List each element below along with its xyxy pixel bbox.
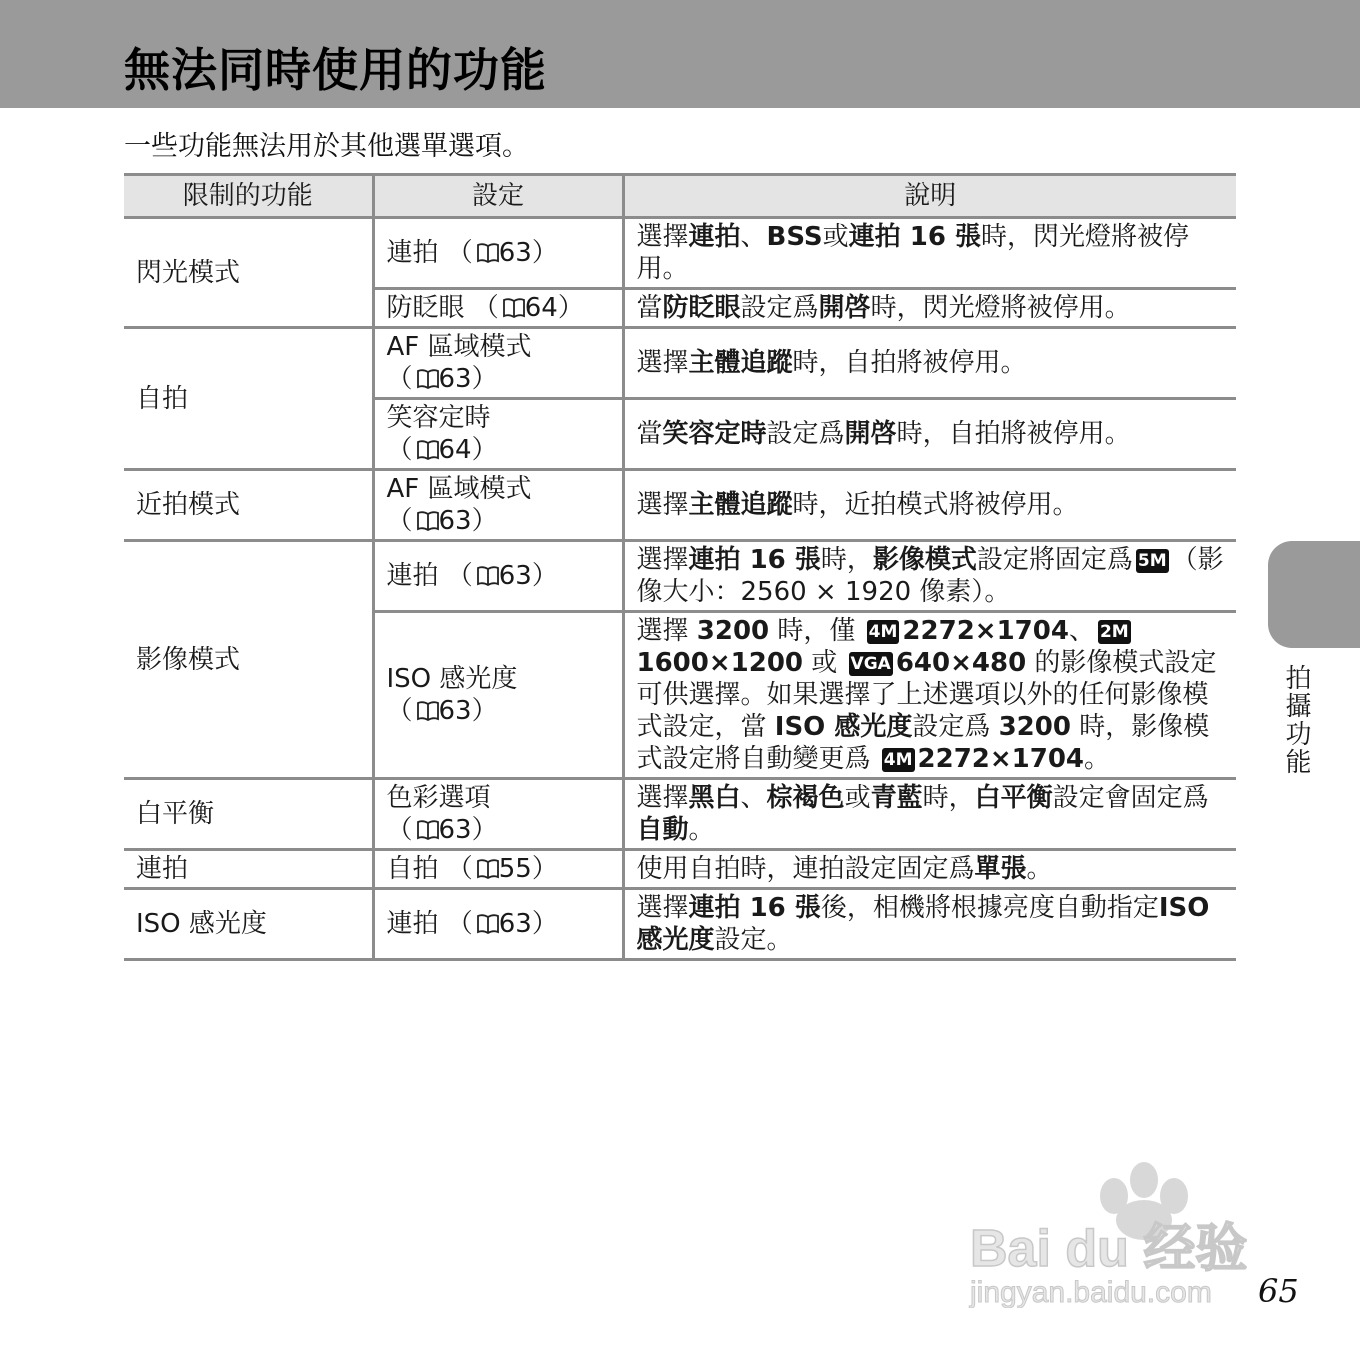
- setting-ref-open: （: [386, 364, 413, 394]
- table-header-row: [124, 175, 1236, 218]
- section-tab: [1268, 541, 1360, 648]
- setting-name: 防眨眼 （: [386, 293, 499, 323]
- setting-name: ISO 感光度: [386, 664, 518, 694]
- setting-cell: [373, 779, 623, 850]
- setting-cell: [373, 850, 623, 889]
- setting-name: AF 區域模式: [386, 332, 532, 362]
- setting-cell: [373, 328, 623, 399]
- description-text: 設定會固定爲: [1052, 783, 1209, 813]
- watermark-brand: Bai du 经验: [970, 1220, 1248, 1278]
- description-text: 當: [636, 419, 663, 449]
- description-bold-text: 2272×1704: [917, 744, 1085, 774]
- description-text: 時，閃光燈將被停用。: [870, 293, 1131, 323]
- description-text: 。: [688, 815, 715, 845]
- description-cell: [623, 850, 1236, 889]
- description-text: 、: [740, 783, 767, 813]
- page-reference: 63）: [438, 815, 498, 845]
- description-cell: [623, 470, 1236, 541]
- table-row: [124, 470, 1236, 541]
- description-text: 的影像模式設定可供選擇。如果選擇了上述選項以外的任何影像模式設定，當: [636, 648, 1217, 742]
- description-text: 選擇: [636, 545, 689, 575]
- description-bold-text: 黑白: [688, 783, 741, 813]
- book-reference-icon: [477, 243, 499, 263]
- table-row: [124, 779, 1236, 850]
- page-number: 65: [1258, 1272, 1299, 1310]
- setting-ref-open: （: [386, 696, 413, 726]
- description-bold-text: 單張: [974, 854, 1027, 884]
- setting-name: 自拍 （: [386, 854, 473, 884]
- book-reference-icon: [417, 511, 439, 531]
- restricted-feature-cell: 閃光模式: [124, 218, 373, 328]
- description-text: 設定爲: [912, 712, 999, 742]
- description-text: 設定將固定爲: [976, 545, 1133, 575]
- setting-cell: [373, 889, 623, 960]
- image-size-icon: VGA: [850, 654, 891, 674]
- column-header-feature: 限制的功能: [124, 175, 373, 218]
- page-title: 無法同時使用的功能: [124, 43, 547, 97]
- restricted-feature-cell: 影像模式: [124, 541, 373, 779]
- description-bold-text: 連拍 16 張: [688, 545, 821, 575]
- description-bold-text: 青藍: [870, 783, 923, 813]
- description-text: 選擇: [636, 783, 689, 813]
- description-bold-text: 640×480: [895, 648, 1027, 678]
- description-bold-text: 開啓: [818, 293, 871, 323]
- table-row: [124, 889, 1236, 960]
- description-cell: [623, 541, 1236, 612]
- setting-name: 連拍 （: [386, 909, 473, 939]
- setting-cell: [373, 612, 623, 779]
- description-bold-text: 開啓: [844, 419, 897, 449]
- description-bold-text: 自動: [636, 815, 689, 845]
- setting-name: 色彩選項: [386, 783, 491, 813]
- description-text: 使用自拍時，連拍設定固定爲: [636, 854, 975, 884]
- image-size-icon: 4M: [883, 750, 913, 770]
- restricted-feature-cell: 自拍: [124, 328, 373, 470]
- description-text: 時，: [820, 545, 873, 575]
- description-bold-text: BSS: [766, 222, 823, 252]
- description-bold-text: 防眨眼: [662, 293, 741, 323]
- book-reference-icon: [417, 440, 439, 460]
- setting-cell: [373, 399, 623, 470]
- description-text: 、: [1068, 616, 1095, 646]
- book-reference-icon: [417, 701, 439, 721]
- description-bold-text: 連拍 16 張: [688, 893, 821, 923]
- description-text: 時，僅: [769, 616, 864, 646]
- restricted-feature-cell: 連拍: [124, 850, 373, 889]
- column-header-setting: 設定: [373, 175, 623, 218]
- description-bold-text: 棕褐色: [766, 783, 845, 813]
- table-row: [124, 328, 1236, 399]
- description-text: （影像大小：2560 × 1920 像素）。: [636, 545, 1224, 607]
- page-reference: 55）: [498, 854, 558, 884]
- setting-name: AF 區域模式: [386, 474, 532, 504]
- description-cell: [623, 889, 1236, 960]
- description-text: 時，閃光燈將被停用。: [636, 222, 1189, 284]
- column-header-description: 說明: [623, 175, 1236, 218]
- setting-name: 連拍 （: [386, 238, 473, 268]
- description-bold-text: 白平衡: [974, 783, 1053, 813]
- description-text: 當: [636, 293, 663, 323]
- book-reference-icon: [417, 369, 439, 389]
- table-row: [124, 541, 1236, 612]
- table-row: [124, 850, 1236, 889]
- restricted-feature-cell: ISO 感光度: [124, 889, 373, 960]
- description-text: 或: [822, 222, 849, 252]
- page-reference: 64）: [438, 435, 498, 465]
- setting-name: 笑容定時: [386, 403, 491, 433]
- intro-text: 一些功能無法用於其他選單選項。: [124, 131, 529, 162]
- description-cell: [623, 612, 1236, 779]
- description-text: 選擇: [636, 616, 697, 646]
- page-reference: 63）: [438, 364, 498, 394]
- book-reference-icon: [477, 859, 499, 879]
- description-cell: [623, 399, 1236, 470]
- restricted-feature-cell: 近拍模式: [124, 470, 373, 541]
- description-text: 設定爲: [766, 419, 845, 449]
- description-text: 設定爲: [740, 293, 819, 323]
- table-row: [124, 218, 1236, 289]
- image-size-icon: 5M: [1137, 551, 1167, 571]
- book-reference-icon: [417, 820, 439, 840]
- description-text: 時，影像模式設定將自動變更爲: [636, 712, 1210, 774]
- setting-cell: [373, 289, 623, 328]
- restrictions-table: [124, 173, 1236, 961]
- watermark-logo: [966, 1158, 1266, 1308]
- description-bold-text: 影像模式: [872, 545, 977, 575]
- table-body: [124, 218, 1236, 960]
- description-cell: [623, 289, 1236, 328]
- page-reference: 64）: [524, 293, 584, 323]
- description-bold-text: 1600×1200: [636, 648, 804, 678]
- book-reference-icon: [477, 914, 499, 934]
- description-cell: [623, 779, 1236, 850]
- description-bold-text: 3200: [696, 616, 770, 646]
- description-text: 、: [740, 222, 767, 252]
- setting-name: 連拍 （: [386, 561, 473, 591]
- description-text: 時，自拍將被停用。: [896, 419, 1131, 449]
- description-text: 或: [803, 648, 846, 678]
- description-bold-text: 連拍 16 張: [848, 222, 981, 252]
- description-bold-text: 主體追蹤: [688, 490, 793, 520]
- description-bold-text: 2272×1704: [902, 616, 1069, 646]
- watermark-url: jingyan.baidu.com: [970, 1276, 1212, 1308]
- description-text: 。: [1026, 854, 1053, 884]
- setting-ref-open: （: [386, 435, 413, 465]
- setting-ref-open: （: [386, 506, 413, 536]
- page-reference: 63）: [498, 238, 558, 268]
- description-text: 選擇: [636, 348, 689, 378]
- page-reference: 63）: [498, 561, 558, 591]
- description-text: 。: [1084, 744, 1111, 774]
- description-cell: [623, 328, 1236, 399]
- description-bold-text: ISO 感光度: [636, 893, 1210, 955]
- image-size-icon: 2M: [1099, 622, 1129, 642]
- description-text: 選擇: [636, 893, 689, 923]
- book-reference-icon: [477, 566, 499, 586]
- description-text: 後，相機將根據亮度自動指定: [820, 893, 1159, 923]
- description-bold-text: 連拍: [688, 222, 741, 252]
- description-text: 或: [844, 783, 871, 813]
- description-text: 選擇: [636, 222, 689, 252]
- setting-ref-open: （: [386, 815, 413, 845]
- setting-cell: [373, 541, 623, 612]
- page-reference: 63）: [438, 506, 498, 536]
- description-bold-text: 笑容定時: [662, 419, 767, 449]
- description-text: 時，: [922, 783, 975, 813]
- description-text: 選擇: [636, 490, 689, 520]
- description-text: 時，近拍模式將被停用。: [792, 490, 1079, 520]
- description-bold-text: 主體追蹤: [688, 348, 793, 378]
- setting-cell: [373, 470, 623, 541]
- description-bold-text: ISO 感光度: [774, 712, 913, 742]
- book-reference-icon: [503, 298, 525, 318]
- description-text: 時，自拍將被停用。: [792, 348, 1027, 378]
- description-cell: [623, 218, 1236, 289]
- restricted-feature-cell: 白平衡: [124, 779, 373, 850]
- description-text: 設定。: [714, 925, 793, 955]
- page-reference: 63）: [438, 696, 498, 726]
- image-size-icon: 4M: [868, 622, 898, 642]
- page-reference: 63）: [498, 909, 558, 939]
- setting-cell: [373, 218, 623, 289]
- description-bold-text: 3200: [998, 712, 1071, 742]
- section-tab-label: 拍攝功能: [1281, 664, 1311, 776]
